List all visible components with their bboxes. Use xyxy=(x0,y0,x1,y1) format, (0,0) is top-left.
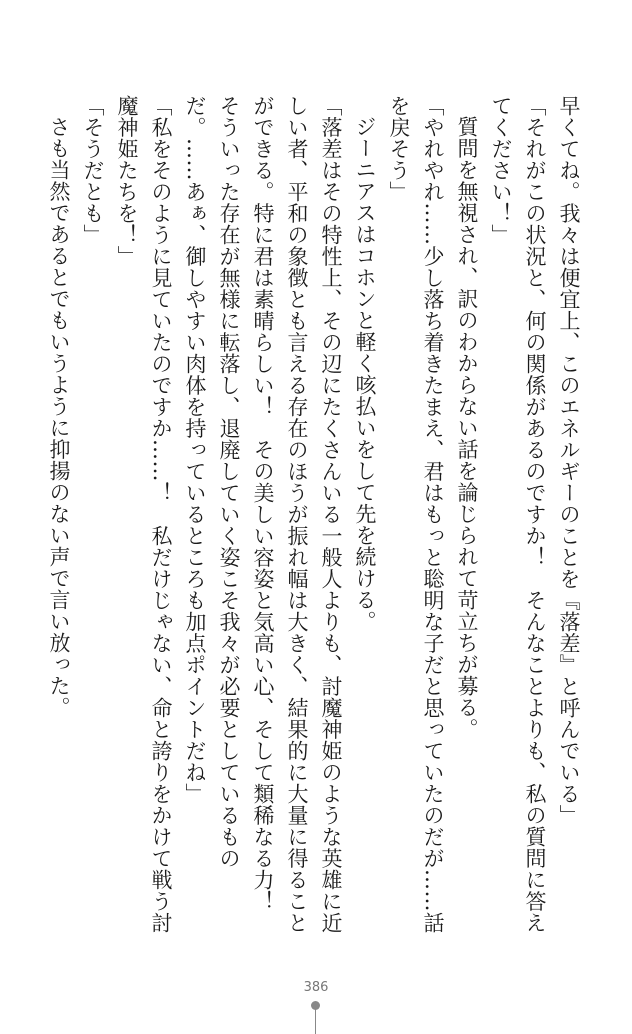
paragraph: 「落差はその特性上、その辺にたくさんいる一般人よりも、討魔神姫のような英雄に近しい者、平和の象徴とも言える存在のほうが振れ幅は大きく、結果的に大量に得ることができる。特に君は素晴らしい！ その美しい容姿と気高い心、そして類稀なる力！ そういった存在が無様に転落し、退廃していく姿こそ我々が必要としているものだ。……あぁ、御しやすい肉体を持っているところも加点ポイントだね」 xyxy=(183,95,343,934)
novel-text-body xyxy=(46,95,586,945)
paragraph: 「私をそのように見ていたのですか……！ 私だけじゃない、命と誇りをかけて戦う討魔神姫たちを！」 xyxy=(115,95,173,934)
paragraph: 「そうだとも」 xyxy=(81,95,105,246)
paragraph: 「それがこの状況と、何の関係があるのですか！ そんなことよりも、私の質問に答えてください！」 xyxy=(489,95,547,934)
paragraph: 早くてね。我々は便宜上、このエネルギーのことを『落差』と呼んでいる」 xyxy=(557,95,581,826)
paragraph: 「やれやれ……少し落ち着きたまえ、君はもっと聡明な子だと思っていたのだが……話を戻そう」 xyxy=(387,95,445,934)
page-marker-line xyxy=(315,1008,316,1034)
paragraph: さも当然であるとでもいうように抑揚のない声で言い放った。 xyxy=(47,116,71,718)
paragraph: 質問を無視され、訳のわからない話を論じられて苛立ちが募る。 xyxy=(455,116,479,740)
paragraph: ジーニアスはコホンと軽く咳払いをして先を続ける。 xyxy=(353,116,377,632)
page-number: 386 xyxy=(303,980,329,995)
